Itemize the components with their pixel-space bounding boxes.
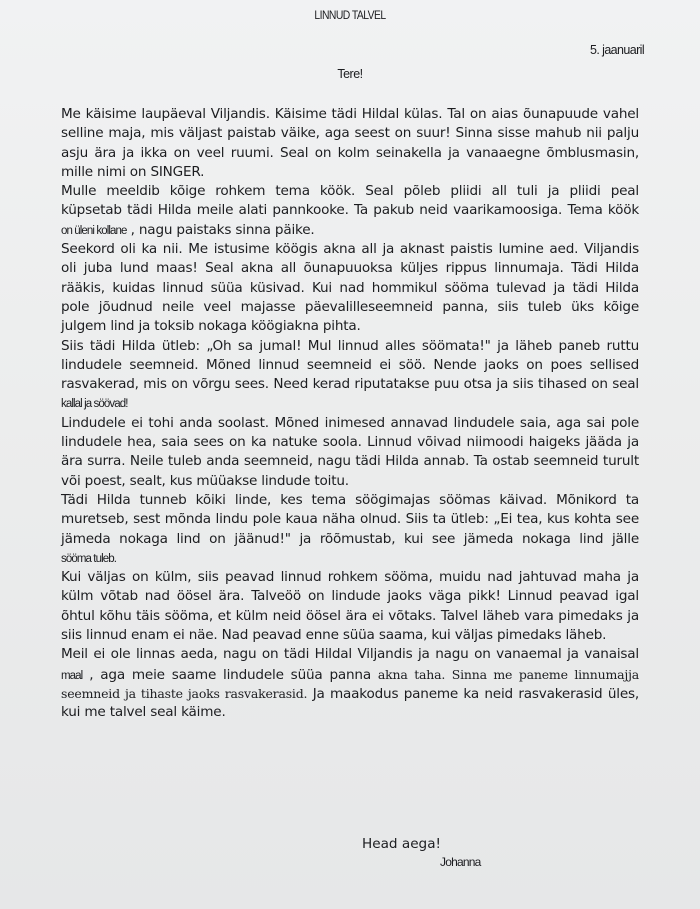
text-run: Lindudele ei tohi anda soolast. Mõned inimesed annavad lindudele saia, aga sai pole	[61, 414, 639, 431]
body-line	[61, 240, 639, 259]
body-line	[61, 298, 639, 317]
text-run: Mulle meeldib kõige rohkem tema köök. Seal põleb pliidi all tuli ja pliidi peal	[61, 183, 639, 200]
text-run: või poest, sealt, kus müüakse lindude toitu.	[61, 472, 349, 489]
body-line	[61, 433, 639, 452]
text-run: rääkis, kuidas linnud süüa küsivad. Kui nad hommikul sööma tulevad ja tädi Hilda	[61, 279, 639, 296]
body-line	[61, 530, 639, 549]
text-run: ära surra. Neile tuleb anda seemneid, nagu tädi Hilda annab. Ta ostab seemneid turult	[61, 453, 639, 470]
closing: Head aega!	[362, 836, 441, 852]
body-line	[61, 510, 639, 529]
text-run: rasvakerad, mis on võrgu sees. Need kerad riputatakse puu otsa ja siis tihased on seal	[61, 376, 639, 393]
text-run: siis linnud enam ei näe. Nad peavad enne süüa saama, kui väljas pimedaks läheb.	[61, 627, 607, 644]
text-run: mille nimi on SINGER.	[61, 163, 205, 180]
text-run: on üleni kollane	[61, 224, 127, 237]
letter-body	[61, 105, 639, 723]
text-run: lindudele seemneid. Mõned linnud seemneid ei söö. Nende jaoks on poes sellised	[61, 356, 639, 373]
body-line	[61, 665, 639, 684]
text-run: sööma tuleb.	[61, 552, 117, 565]
text-run: Ja maakodus paneme ka neid rasvakerasid üles,	[307, 685, 640, 702]
body-line	[61, 472, 639, 491]
body-line	[61, 356, 639, 375]
text-run: , aga meie saame lindudele süüa panna	[82, 666, 378, 683]
body-line	[61, 684, 639, 703]
body-line	[61, 607, 639, 626]
body-line	[61, 144, 639, 163]
text-run: Kui väljas on külm, siis peavad linnud rohkem sööma, muidu nad jahtuvad maha ja	[61, 569, 639, 586]
body-line	[61, 163, 639, 182]
signature: Johanna	[440, 855, 481, 869]
body-line	[61, 221, 639, 240]
text-run: muretseb, sest mõnda lindu pole kaua näha olnud. Siis ta ütleb: „Ei tea, kus kohta see	[61, 511, 639, 528]
document-title: LINNUD TALVEL	[314, 10, 386, 22]
text-run: Tädi Hilda tunneb kõiki linde, kes tema söögimajas söömas käivad. Mõnikord ta	[61, 491, 639, 508]
text-run: jämeda nokaga lind on jäänud!" ja rõõmustab, kui see jämeda nokaga lind jälle	[61, 530, 639, 547]
body-line	[61, 549, 639, 568]
text-run: kui me talvel seal käime.	[61, 704, 226, 721]
text-run: akna taha. Sinna me paneme linnumajja	[377, 666, 639, 682]
body-line	[61, 568, 639, 587]
text-run: oli juba lund maas! Seal akna all õunapuuoksa küljes rippus linnumaja. Tädi Hilda	[61, 260, 639, 277]
text-run: seemneid ja tihaste jaoks rasvakerasid.	[61, 685, 308, 701]
body-line	[61, 182, 639, 201]
text-run: lindudele hea, saia sees on ka natuke soola. Linnud võivad niimoodi haigeks jääda ja	[61, 434, 639, 451]
body-line	[61, 279, 639, 298]
body-line	[61, 105, 639, 124]
text-run: Seekord oli ka nii. Me istusime köögis akna all ja aknast paistis lumine aed. Viljandis	[61, 241, 639, 258]
text-run: Me käisime laupäeval Viljandis. Käisime tädi Hildal külas. Tal on aias õunapuude vahel	[61, 106, 639, 122]
body-line	[61, 259, 639, 278]
body-line	[61, 703, 639, 722]
text-run: julgem lind ja toksib nokaga köögiakna pihta.	[61, 318, 361, 335]
text-run: Meil ei ole linnas aeda, nagu on tädi Hildal Viljandis ja nagu on vanaemal ja vanaisal	[61, 646, 639, 663]
text-run: maal	[61, 669, 83, 682]
text-run: kallal ja söövad!	[61, 398, 128, 411]
body-line	[61, 375, 639, 394]
text-run: küpsetab tädi Hilda meile alati pannkooke. Ta pakub neid vaarikamoosiga. Tema köök	[61, 202, 639, 219]
body-line	[61, 587, 639, 606]
body-line	[61, 124, 639, 143]
body-line	[61, 645, 639, 664]
body-line	[61, 452, 639, 471]
body-line	[61, 317, 639, 336]
text-run: õhtul kõhu täis sööma, et külm neid öösel ära ei võtaks. Talvel läheb vara pimedaks ja	[61, 607, 639, 624]
body-line	[61, 394, 639, 413]
text-run: külm võtab nad öösel ära. Talveöö on lindude jaoks väga pikk! Linnud peavad igal	[61, 588, 639, 605]
greeting: Tere!	[337, 67, 363, 81]
body-line	[61, 491, 639, 510]
body-line	[61, 337, 639, 356]
body-line	[61, 626, 639, 645]
text-run: , nagu paistaks sinna päike.	[126, 221, 315, 238]
text-run: Siis tädi Hilda ütleb: „Oh sa jumal! Mul linnud alles söömata!" ja läheb paneb ruttu	[61, 337, 639, 354]
text-run: selline maja, mis väljast paistab väike, aga seest on suur! Sinna sisse mahub nii palju	[61, 125, 639, 142]
text-run: pole jõudnud neile veel majasse päevalilleseemneid panna, siis tuleb üks kõige	[61, 298, 639, 315]
text-run: asju ära ja ikka on veel ruumi. Seal on kolm seinakella ja vanaaegne õmblusmasin,	[61, 144, 639, 161]
body-line	[61, 414, 639, 433]
body-line	[61, 201, 639, 220]
letter-date: 5. jaanuaril	[590, 43, 644, 57]
